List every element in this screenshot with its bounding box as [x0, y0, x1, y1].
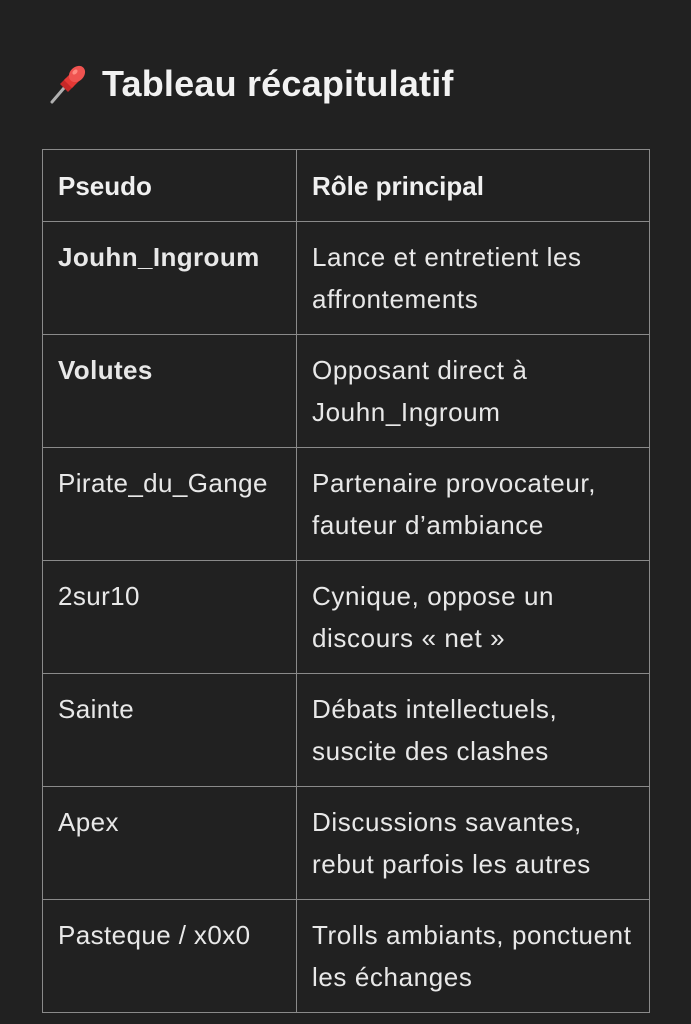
role-cell: Partenaire provocateur, fauteur d’ambiance	[297, 448, 650, 561]
table-row	[43, 448, 650, 561]
table-row	[43, 561, 650, 674]
role-cell: Trolls ambiants, ponctuent les échanges	[297, 900, 650, 1013]
table-row	[43, 900, 650, 1013]
table-header-row	[43, 150, 650, 222]
pseudo-cell: Pirate_du_Gange	[43, 448, 297, 561]
summary-table	[42, 149, 650, 1013]
pseudo-cell: Sainte	[43, 674, 297, 787]
page-title-text: Tableau récapitulatif	[102, 63, 454, 104]
pseudo-cell: 2sur10	[43, 561, 297, 674]
pseudo-cell: Jouhn_Ingroum	[43, 222, 297, 335]
page-title	[44, 58, 454, 110]
table-row	[43, 335, 650, 448]
role-cell: Débats intellectuels, suscite des clashes	[297, 674, 650, 787]
table-row	[43, 674, 650, 787]
column-header-pseudo: Pseudo	[43, 150, 297, 222]
table-row	[43, 222, 650, 335]
role-cell: Discussions savantes, rebut parfois les autres	[297, 787, 650, 900]
pseudo-cell: Apex	[43, 787, 297, 900]
pseudo-cell: Pasteque / x0x0	[43, 900, 297, 1013]
role-cell: Cynique, oppose un discours « net »	[297, 561, 650, 674]
role-cell: Lance et entretient les affrontements	[297, 222, 650, 335]
table-row	[43, 787, 650, 900]
column-header-role: Rôle principal	[297, 150, 650, 222]
pseudo-cell: Volutes	[43, 335, 297, 448]
role-cell: Opposant direct à Jouhn_Ingroum	[297, 335, 650, 448]
pushpin-icon	[44, 60, 92, 108]
